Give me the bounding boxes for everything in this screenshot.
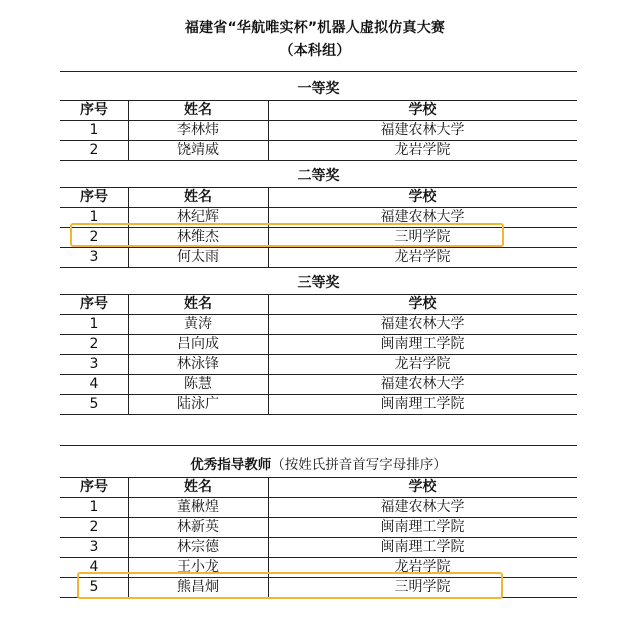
row-school: 福建农林大学 bbox=[380, 122, 465, 138]
row-no: 4 bbox=[89, 559, 99, 575]
section-title-first-prize: 一等奖 bbox=[297, 81, 340, 97]
header-name: 姓名 bbox=[184, 102, 212, 118]
row-name: 李林炜 bbox=[177, 122, 219, 138]
section-title-second-prize: 二等奖 bbox=[297, 168, 340, 184]
table-row bbox=[60, 538, 577, 557]
row-no: 2 bbox=[89, 336, 99, 352]
row-no: 2 bbox=[89, 229, 99, 245]
row-no: 1 bbox=[89, 122, 99, 138]
row-no: 1 bbox=[89, 499, 99, 515]
divider bbox=[60, 445, 577, 446]
row-school: 福建农林大学 bbox=[380, 209, 465, 225]
row-no: 2 bbox=[89, 142, 99, 158]
row-school: 三明学院 bbox=[394, 229, 451, 245]
row-name: 林新英 bbox=[177, 519, 219, 535]
column-divider bbox=[268, 100, 269, 160]
teachers-note: （按姓氏拼音首写字母排序） bbox=[271, 457, 447, 473]
table-header-row bbox=[60, 478, 577, 497]
section-title-third-prize: 三等奖 bbox=[297, 275, 340, 291]
row-school: 龙岩学院 bbox=[394, 356, 451, 372]
header-name: 姓名 bbox=[184, 479, 212, 495]
table-row bbox=[60, 335, 577, 354]
row-name: 吕向成 bbox=[177, 336, 219, 352]
header-school: 学校 bbox=[408, 102, 437, 118]
teachers-title: 优秀指导教师 bbox=[190, 457, 272, 473]
row-school: 龙岩学院 bbox=[394, 559, 451, 575]
header-no: 序号 bbox=[80, 189, 108, 205]
header-no: 序号 bbox=[80, 296, 108, 312]
table-row bbox=[60, 395, 577, 414]
row-name: 林纪辉 bbox=[177, 209, 219, 225]
row-name: 董楸煌 bbox=[177, 499, 219, 515]
row-no: 3 bbox=[89, 539, 99, 555]
table-header-row bbox=[60, 188, 577, 207]
row-no: 5 bbox=[89, 396, 99, 412]
table-row bbox=[60, 121, 577, 140]
table-row bbox=[60, 518, 577, 537]
table-row bbox=[60, 355, 577, 374]
header-name: 姓名 bbox=[184, 189, 212, 205]
highlight-box bbox=[77, 572, 503, 599]
divider bbox=[60, 160, 577, 161]
document-subtitle: （本科组） bbox=[279, 43, 351, 59]
column-divider bbox=[128, 100, 129, 160]
row-name: 饶靖威 bbox=[177, 142, 219, 158]
row-school: 闽南理工学院 bbox=[380, 396, 465, 412]
row-name: 林宗德 bbox=[177, 539, 219, 555]
section-title-teachers bbox=[60, 453, 577, 473]
row-no: 1 bbox=[89, 316, 99, 332]
row-school: 福建农林大学 bbox=[380, 376, 465, 392]
row-no: 3 bbox=[89, 249, 99, 265]
table-header-row bbox=[60, 295, 577, 314]
row-school: 福建农林大学 bbox=[380, 499, 465, 515]
header-school: 学校 bbox=[408, 189, 437, 205]
row-no: 2 bbox=[89, 519, 99, 535]
row-no: 3 bbox=[89, 356, 99, 372]
table-header-row bbox=[60, 101, 577, 120]
row-school: 三明学院 bbox=[394, 579, 451, 595]
header-no: 序号 bbox=[80, 479, 108, 495]
column-divider bbox=[268, 294, 269, 414]
row-name: 黄涛 bbox=[184, 316, 212, 332]
table-row bbox=[60, 141, 577, 160]
row-name: 林泳锋 bbox=[177, 356, 219, 372]
header-school: 学校 bbox=[408, 479, 437, 495]
document-title: 福建省“华航唯实杯”机器人虚拟仿真大赛 bbox=[184, 20, 446, 36]
row-name: 林维杰 bbox=[177, 229, 219, 245]
row-no: 4 bbox=[89, 376, 99, 392]
row-school: 龙岩学院 bbox=[394, 249, 451, 265]
divider bbox=[60, 267, 577, 268]
row-school: 龙岩学院 bbox=[394, 142, 451, 158]
table-row bbox=[60, 315, 577, 334]
row-name: 陆泳广 bbox=[177, 396, 219, 412]
table-row bbox=[60, 248, 577, 267]
row-name: 何太雨 bbox=[177, 249, 219, 265]
column-divider bbox=[128, 294, 129, 414]
row-no: 5 bbox=[89, 579, 99, 595]
row-name: 陈慧 bbox=[184, 376, 212, 392]
row-school: 福建农林大学 bbox=[380, 316, 465, 332]
header-name: 姓名 bbox=[184, 296, 212, 312]
table-row bbox=[60, 375, 577, 394]
row-school: 闽南理工学院 bbox=[380, 336, 465, 352]
row-name: 熊昌炯 bbox=[177, 579, 219, 595]
highlight-box bbox=[70, 223, 504, 247]
row-no: 1 bbox=[89, 209, 99, 225]
row-name: 王小龙 bbox=[177, 559, 219, 575]
divider bbox=[60, 414, 577, 415]
header-school: 学校 bbox=[408, 296, 437, 312]
divider bbox=[60, 71, 577, 72]
table-row bbox=[60, 498, 577, 517]
header-no: 序号 bbox=[80, 102, 108, 118]
row-school: 闽南理工学院 bbox=[380, 539, 465, 555]
row-school: 闽南理工学院 bbox=[380, 519, 465, 535]
